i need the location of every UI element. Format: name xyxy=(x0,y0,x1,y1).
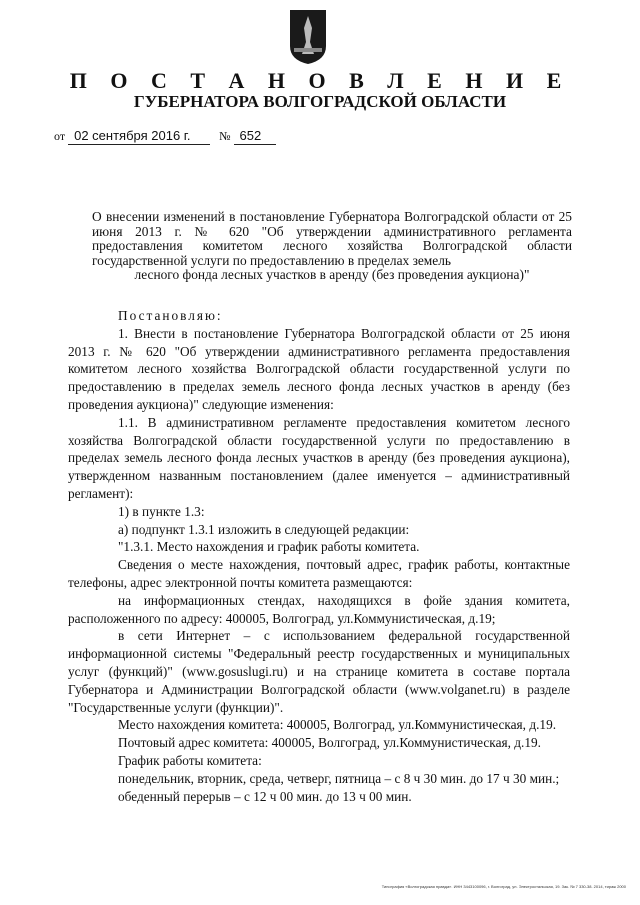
paragraph: Почтовый адрес комитета: 400005, Волгоград, ул.Коммунистическая, д.19. xyxy=(118,735,541,751)
number-label: № xyxy=(219,129,231,143)
document-number: 652 xyxy=(234,128,276,145)
printer-footer: Типография «Волгоградская правда». ИНН 3443100096, г. Волгоград, ул. Электростальская, 19. Зак. № 7 330-38. 2014, тираж 2000 xyxy=(381,884,626,889)
coat-of-arms-emblem xyxy=(288,8,328,66)
paragraph: обеденный перерыв – с 12 ч 00 мин. до 13 ч 00 мин. xyxy=(118,788,412,804)
decree-word: Постановляю: xyxy=(118,308,223,323)
paragraph: понедельник, вторник, среда, четверг, пятница – с 8 ч 30 мин. до 17 ч 30 мин.; xyxy=(118,770,560,786)
paragraph: "1.3.1. Место нахождения и график работы комитета. xyxy=(118,539,420,555)
subject-block xyxy=(92,210,572,283)
subject-text-end: лесного фонда лесных участков в аренду (без проведения аукциона)" xyxy=(134,267,530,283)
paragraph: Место нахождения комитета: 400005, Волгоград, ул.Коммунистическая, д.19. xyxy=(118,717,557,733)
paragraph: 1. Внести в постановление Губернатора Волгоградской области от 25 июня 2013 г. № 620 "Об утверждении административного регламента предоставления комитетом лесного хозяйства Волгоградской области государственной услуги по предоставлению в пределах земель лесного фонда лесных участков в аренду (без проведения аукциона)" следующие изменения: xyxy=(68,325,570,412)
document-date: 02 сентября 2016 г. xyxy=(68,128,210,145)
document-subtitle: ГУБЕРНАТОРА ВОЛГОГРАДСКОЙ ОБЛАСТИ xyxy=(133,92,507,111)
date-prefix: от xyxy=(54,129,66,143)
paragraph: 1.1. В административном регламенте предоставления комитетом лесного хозяйства Волгоградской области государственной услуги по предоставлению в пределах земель лесного фонда лесных участков в аренду (без проведения аукциона), утвержденном названным постановлением (далее именуется – административный регламент): xyxy=(68,414,570,501)
paragraph: на информационных стендах, находящихся в фойе здания комитета, расположенного по адресу: 400005, Волгоград, ул.Коммунистическая, д.19; xyxy=(68,592,570,626)
subject-text: О внесении изменений в постановление Губернатора Волгоградской области от 25 июня 2013 г. № 620 "Об утверждении административного регламента предоставления комитетом лесного хозяйства Волгоградской области государственной услуги по предоставлению в пределах земель xyxy=(92,209,572,268)
paragraph: 1) в пункте 1.3: xyxy=(118,503,205,519)
paragraph: а) подпункт 1.3.1 изложить в следующей редакции: xyxy=(118,521,410,537)
paragraph: Сведения о месте нахождения, почтовый адрес, график работы, контактные телефоны, адрес электронной почты комитета размещаются: xyxy=(68,557,570,590)
document-body xyxy=(68,307,570,805)
paragraph: в сети Интернет – с использованием федеральной государственной информационной системы "Федеральный реестр государственных и муниципальных услуг (функций)" (www.gosuslugi.ru) и на странице комитета в составе портала Губернатора и Администрации Волгоградской области (www.volganet.ru) в разделе "Государственные услуги (функции)". xyxy=(68,628,570,715)
document-title: П О С Т А Н О В Л Е Н И Е xyxy=(69,68,571,93)
date-number-line xyxy=(54,128,276,145)
paragraph: График работы комитета: xyxy=(118,752,262,768)
